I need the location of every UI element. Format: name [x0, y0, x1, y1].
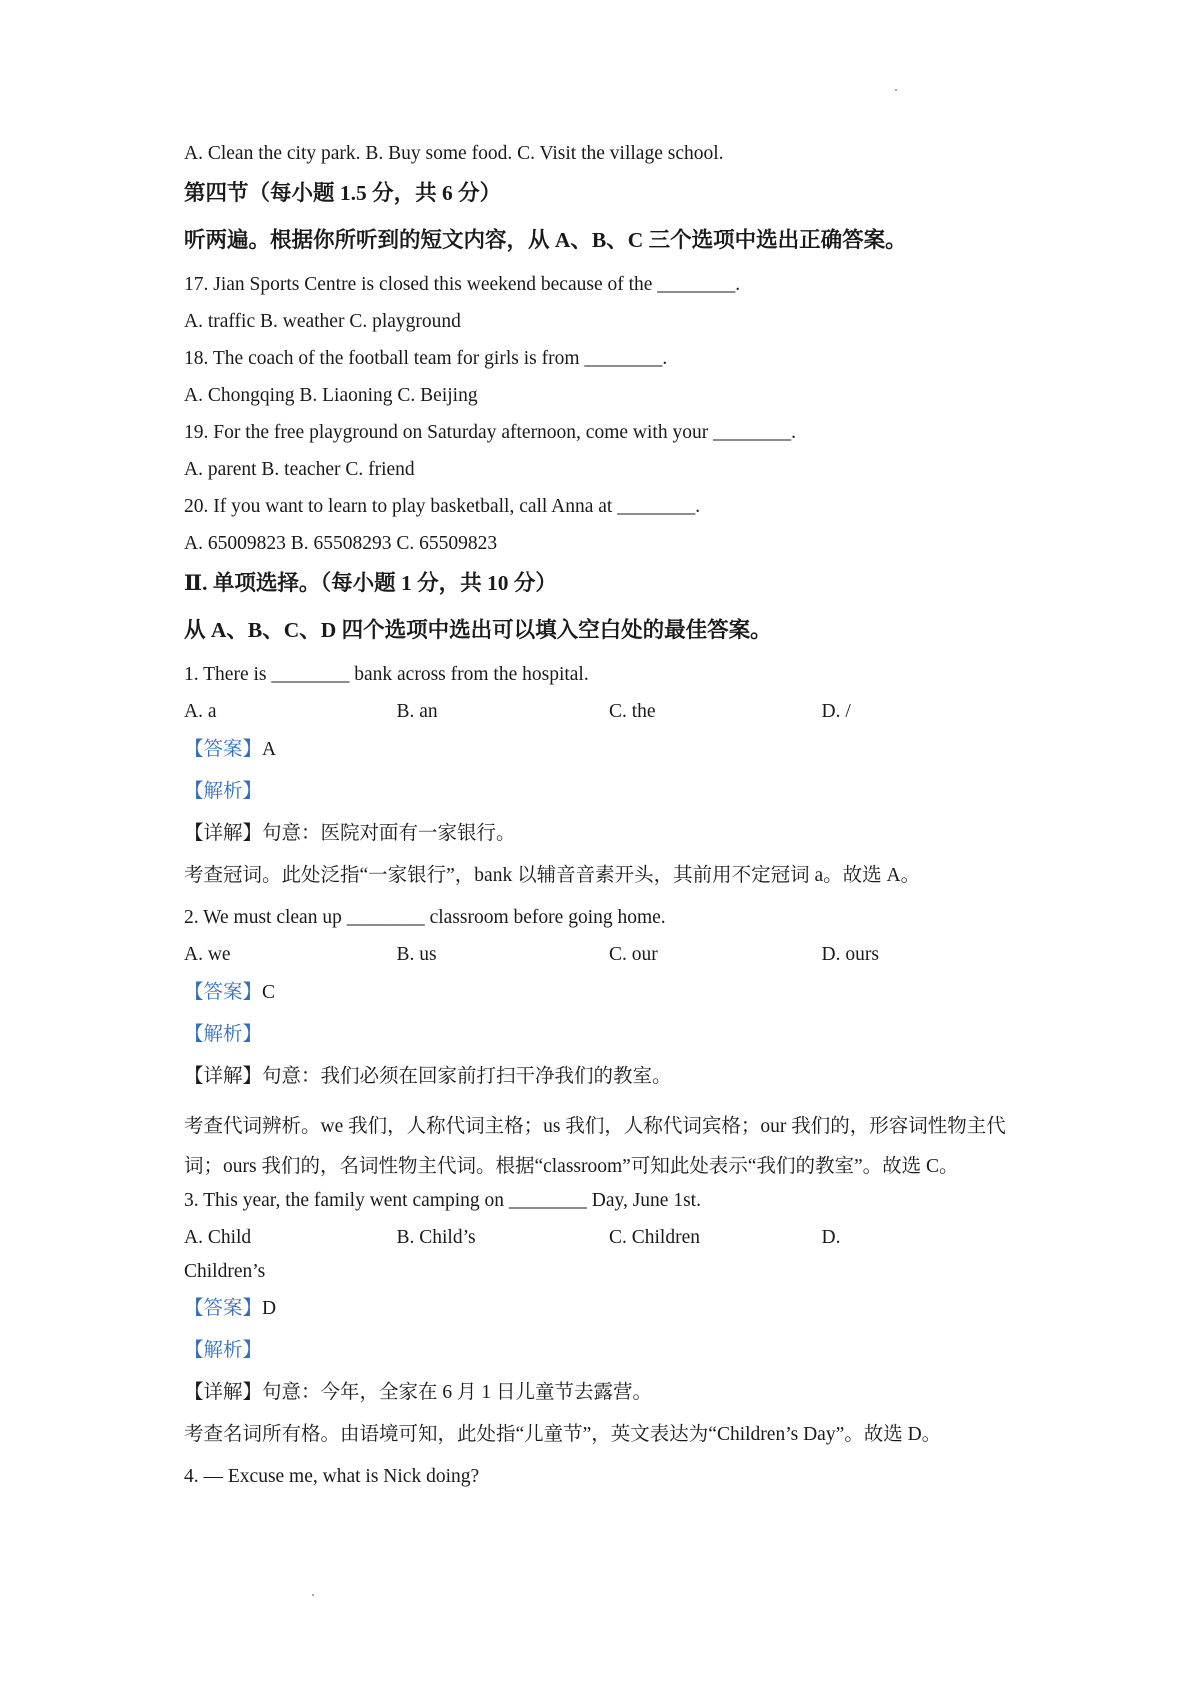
section-4-title: 第四节（每小题 1.5 分，共 6 分） [184, 181, 502, 205]
option-d: D. / [821, 701, 851, 722]
scan-speck [895, 89, 897, 91]
mc-q2-options [184, 943, 1034, 981]
mc-q3-options [184, 1226, 1034, 1260]
mc-q2-explanation: 考查代词辨析。we 我们，人称代词主格；us 我们，人称代词宾格；our 我们的，形容词性物主代词；ours 我们的，名词性物主代词。根据“classroom”可知此处表示“我们的教室”。故选 C。 [184, 1116, 1006, 1177]
part-2-title: Ⅱ. 单项选择。（每小题 1 分，共 10 分） [184, 571, 557, 595]
detail-label: 【详解】 [184, 1066, 263, 1087]
q18-options: A. Chongqing B. Liaoning C. Beijing [184, 385, 478, 406]
page-content [184, 142, 1034, 1502]
mc-q2-answer [184, 981, 1034, 1023]
answer-value: C [262, 982, 276, 1003]
mc-q3-analysis [184, 1339, 1034, 1381]
analysis-label: 【解析】 [184, 1024, 263, 1045]
q17-text: 17. Jian Sports Centre is closed this weekend because of the ________. [184, 274, 741, 295]
mc-q1-analysis [184, 780, 1034, 822]
option-c: C. our [609, 944, 658, 965]
mc-q2-analysis [184, 1023, 1034, 1065]
q17-options: A. traffic B. weather C. playground [184, 311, 461, 332]
mc-q1-text: 1. There is ________ bank across from the hospital. [184, 664, 589, 685]
answer-label: 【答案】 [184, 739, 263, 760]
option-a: A. a [184, 701, 217, 722]
answer-value: D [262, 1298, 277, 1319]
mc-q3-text: 3. This year, the family went camping on ________ Day, June 1st. [184, 1190, 701, 1211]
option-b: B. an [396, 701, 438, 722]
scan-speck [312, 1594, 314, 1596]
analysis-label: 【解析】 [184, 1340, 263, 1361]
option-d: D. ours [821, 944, 879, 965]
q16-options: A. Clean the city park. B. Buy some food. C. Visit the village school. [184, 143, 724, 164]
detail-label: 【详解】 [184, 823, 263, 844]
mc-q2-text: 2. We must clean up ________ classroom before going home. [184, 907, 666, 928]
mc-q3-option-d-wrap: Children’s [184, 1261, 266, 1282]
mc-q4-text: 4. — Excuse me, what is Nick doing? [184, 1466, 480, 1487]
section-4-instruction: 听两遍。根据你所听到的短文内容，从 A、B、C 三个选项中选出正确答案。 [184, 228, 907, 252]
option-b: B. Child’s [396, 1227, 476, 1248]
mc-q1-detail [184, 822, 1034, 864]
part-2-instruction: 从 A、B、C、D 四个选项中选出可以填入空白处的最佳答案。 [184, 618, 772, 642]
option-c: C. Children [609, 1227, 700, 1248]
answer-label: 【答案】 [184, 1298, 263, 1319]
option-a: A. Child [184, 1227, 252, 1248]
mc-q1-options [184, 700, 1034, 738]
q20-options: A. 65009823 B. 65508293 C. 65509823 [184, 533, 498, 554]
detail-text: 句意：今年，全家在 6 月 1 日儿童节去露营。 [262, 1382, 653, 1403]
mc-q3-answer [184, 1297, 1034, 1339]
option-d: D. [821, 1227, 841, 1248]
option-c: C. the [609, 701, 656, 722]
analysis-label: 【解析】 [184, 781, 263, 802]
q18-text: 18. The coach of the football team for girls is from ________. [184, 348, 668, 369]
q19-options: A. parent B. teacher C. friend [184, 459, 415, 480]
detail-text: 句意：医院对面有一家银行。 [262, 823, 516, 844]
answer-label: 【答案】 [184, 982, 263, 1003]
q20-text: 20. If you want to learn to play basketball, call Anna at ________. [184, 496, 701, 517]
mc-q2-detail [184, 1065, 1034, 1107]
mc-q1-explanation: 考查冠词。此处泛指“一家银行”，bank 以辅音音素开头，其前用不定冠词 a。故选 A。 [184, 865, 921, 886]
option-b: B. us [396, 944, 437, 965]
q19-text: 19. For the free playground on Saturday afternoon, come with your ________. [184, 422, 796, 443]
detail-text: 句意：我们必须在回家前打扫干净我们的教室。 [262, 1066, 672, 1087]
option-a: A. we [184, 944, 231, 965]
mc-q1-answer [184, 738, 1034, 780]
mc-q3-explanation: 考查名词所有格。由语境可知，此处指“儿童节”，英文表达为“Children’s Day”。故选 D。 [184, 1424, 942, 1445]
mc-q3-detail [184, 1381, 1034, 1423]
detail-label: 【详解】 [184, 1382, 263, 1403]
answer-value: A [262, 739, 277, 760]
